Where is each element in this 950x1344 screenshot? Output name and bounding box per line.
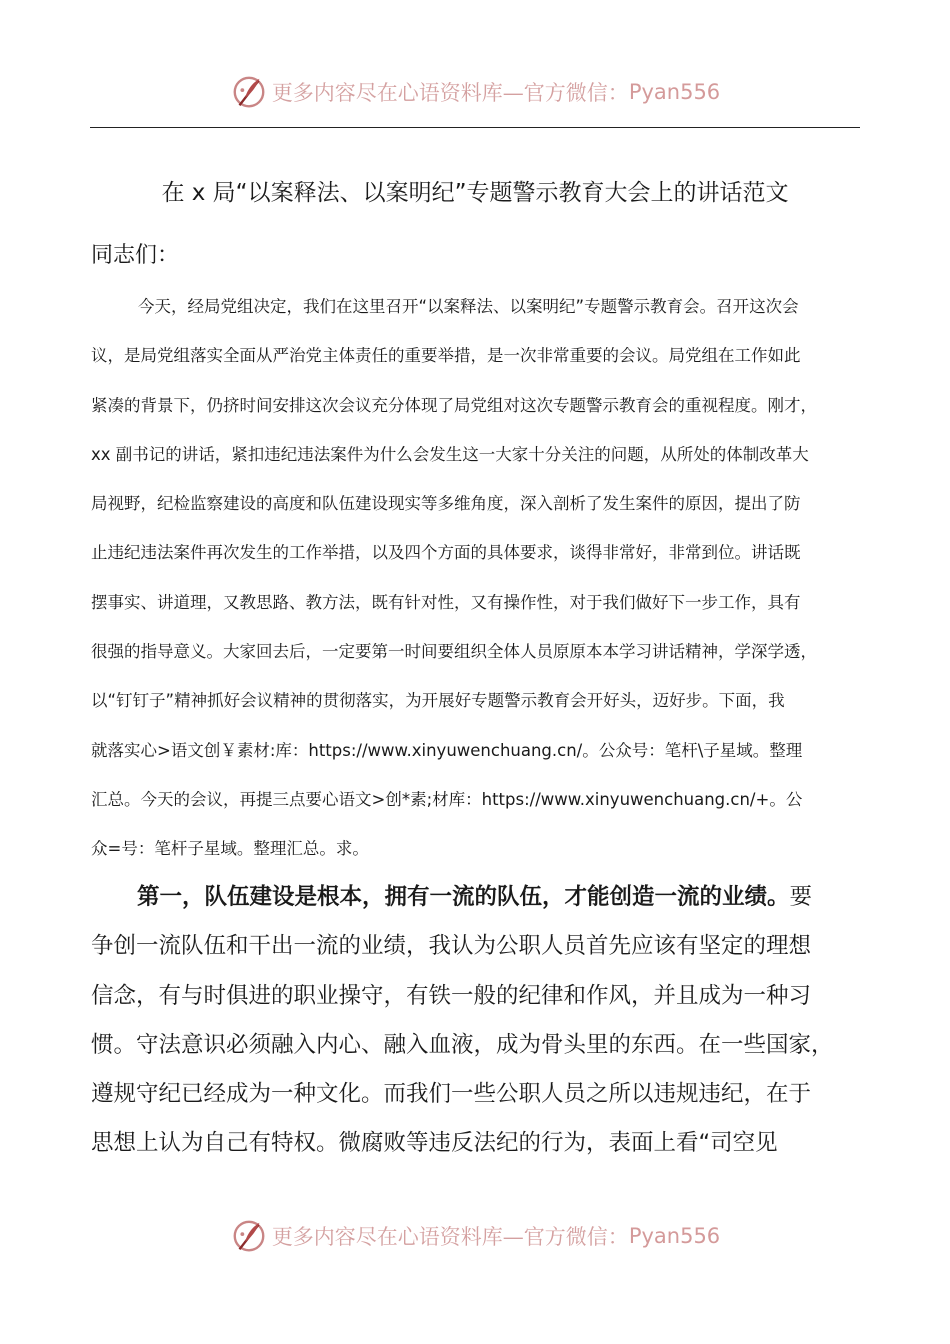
section-one-paragraph xyxy=(91,873,871,1169)
header-divider xyxy=(90,127,860,128)
intro-line: 就落实心>语文创￥素材:库：https://www.xinyuwenchuang.cn/。公众号：笔杆\子星域。整理 xyxy=(91,740,803,760)
quill-logo-icon xyxy=(230,1217,268,1255)
section-one-line: 思想上认为自己有特权。微腐败等违反法纪的行为，表面上看“司空见 xyxy=(91,1130,778,1157)
intro-line: 以“钉钉子”精神抓好会议精神的贯彻落实，为开展好专题警示教育会开好头，迈好步。下面，我 xyxy=(91,691,785,711)
section-one-heading: 第一，队伍建设是根本，拥有一流的队伍，才能创造一流的业绩。 xyxy=(137,884,790,910)
document-title: 在 x 局“以案释法、以案明纪”专题警示教育大会上的讲话范文 xyxy=(161,180,789,206)
watermark-wechat-id: Pyan556 xyxy=(628,80,721,104)
intro-line: 很强的指导意义。大家回去后，一定要第一时间要组织全体人员原原本本学习讲话精神，学深学透， xyxy=(91,642,817,662)
intro-line: 议，是局党组落实全面从严治党主体责任的重要举措，是一次非常重要的会议。局党组在工作如此 xyxy=(91,346,801,366)
header-watermark xyxy=(0,70,950,114)
watermark-wechat-id: Pyan556 xyxy=(628,1224,721,1248)
watermark-text: 更多内容尽在心语资料库—官方微信： xyxy=(271,81,629,105)
section-one-line: 争创一流队伍和干出一流的业绩，我认为公职人员首先应该有坚定的理想 xyxy=(91,933,812,960)
section-one-line: 遵规守纪已经成为一种文化。而我们一些公职人员之所以违规违纪，在于 xyxy=(91,1081,812,1108)
intro-line: 众=号：笔杆子星域。整理汇总。求。 xyxy=(91,839,369,859)
intro-line: 紧凑的背景下，仍挤时间安排这次会议充分体现了局党组对这次专题警示教育会的重视程度。刚才， xyxy=(91,395,817,415)
quill-logo-icon xyxy=(230,73,268,111)
intro-paragraph xyxy=(91,282,866,874)
intro-line: xx 副书记的讲话，紧扣违纪违法案件为什么会发生这一大家十分关注的问题，从所处的体制改革大 xyxy=(91,444,809,464)
intro-line: 摆事实、讲道理，又教思路、教方法，既有针对性，又有操作性，对于我们做好下一步工作，具有 xyxy=(91,592,801,612)
section-one-line: 信念，有与时俱进的职业操守，有铁一般的纪律和作风，并且成为一种习 xyxy=(91,982,812,1009)
intro-line: 今天，经局党组决定，我们在这里召开“以案释法、以案明纪”专题警示教育会。召开这次会 xyxy=(138,297,799,316)
greeting: 同志们： xyxy=(91,243,180,268)
section-one-first-line-tail: 要 xyxy=(789,884,813,910)
intro-line: 局视野，纪检监察建设的高度和队伍建设现实等多维角度，深入剖析了发生案件的原因，提出了防 xyxy=(91,494,801,514)
intro-line: 汇总。今天的会议，再提三点要心语文>创*素;材库：https://www.xinyuwenchuang.cn/+。公 xyxy=(91,789,803,809)
intro-line: 止违纪违法案件再次发生的工作举措，以及四个方面的具体要求，谈得非常好，非常到位。讲话既 xyxy=(91,543,801,563)
section-one-line: 惯。守法意识必须融入内心、融入血液，成为骨头里的东西。在一些国家， xyxy=(91,1031,834,1058)
watermark-text: 更多内容尽在心语资料库—官方微信： xyxy=(271,1225,629,1249)
footer-watermark xyxy=(0,1214,950,1258)
section-one-first-line xyxy=(91,873,871,922)
